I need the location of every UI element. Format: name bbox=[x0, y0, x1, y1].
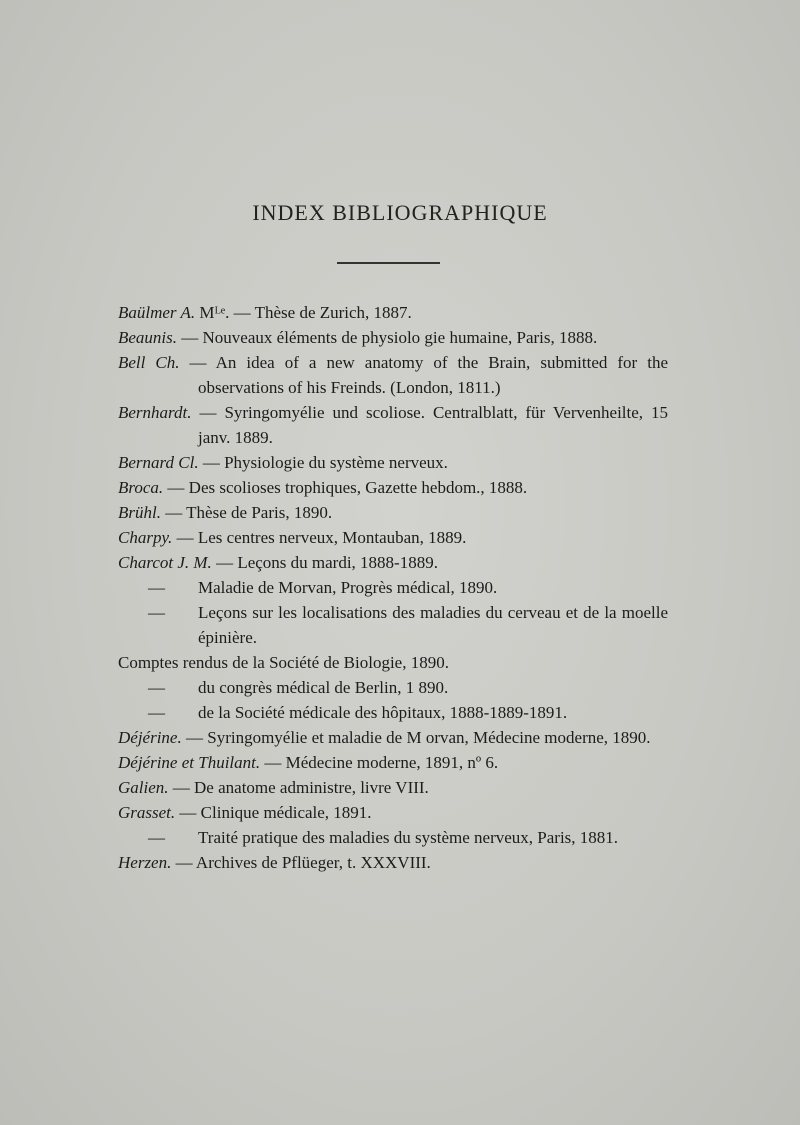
bibliography-entry bbox=[118, 825, 668, 850]
bibliography-entry bbox=[118, 525, 668, 550]
bibliography-entry bbox=[118, 300, 668, 325]
bibliography-entry bbox=[118, 800, 668, 825]
entry-dash: — bbox=[148, 828, 165, 847]
entry-dash: — bbox=[148, 603, 165, 622]
entry-text: — Clinique médicale, 1891. bbox=[175, 803, 372, 822]
entry-author: Charcot J. M. bbox=[118, 553, 212, 572]
entry-author: Charpy. bbox=[118, 528, 173, 547]
entry-author: Broca. bbox=[118, 478, 164, 497]
bibliography-entry bbox=[118, 350, 668, 400]
entry-author: Déjérine. bbox=[118, 728, 182, 747]
entry-author: Beaunis. bbox=[118, 328, 178, 347]
entry-author: Bell Ch. bbox=[118, 353, 180, 372]
entry-author: Déjérine et Thuilant. bbox=[118, 753, 261, 772]
page-title: INDEX BIBLIOGRAPHIQUE bbox=[252, 200, 548, 225]
bibliography-entry bbox=[118, 400, 668, 450]
entry-author: Grasset. bbox=[118, 803, 176, 822]
entry-text: Mᴸᵉ. — Thèse de Zurich, 1887. bbox=[195, 303, 412, 322]
bibliography-entry bbox=[118, 775, 668, 800]
bibliography-entry bbox=[118, 550, 668, 575]
bibliography-entry bbox=[118, 600, 668, 650]
entry-author: Galien. bbox=[118, 778, 169, 797]
entry-text: — Nouveaux éléments de physiolo gie humaine, Paris, 1888. bbox=[177, 328, 598, 347]
entry-dash: — bbox=[148, 578, 165, 597]
entry-text: — Archives de Pflüeger, t. XXXVIII. bbox=[171, 853, 431, 872]
bibliography-entry bbox=[118, 675, 668, 700]
bibliography-entry bbox=[118, 475, 668, 500]
entry-text: Comptes rendus de la Société de Biologie, 1890. bbox=[118, 653, 449, 672]
bibliography-entry bbox=[118, 750, 668, 775]
entry-text: — Syringomyélie et maladie de M orvan, Médecine moderne, 1890. bbox=[181, 728, 651, 747]
bibliography-entry bbox=[118, 450, 668, 475]
entry-text: — De anatome administre, livre VIII. bbox=[168, 778, 429, 797]
title-divider bbox=[337, 262, 440, 264]
entry-text: de la Société médicale des hôpitaux, 1888-1889-1891. bbox=[198, 703, 568, 722]
entry-text: — Des scolioses trophiques, Gazette hebdom., 1888. bbox=[163, 478, 528, 497]
bibliography-entry bbox=[118, 500, 668, 525]
bibliography-entry bbox=[118, 850, 668, 875]
bibliography-list bbox=[118, 300, 668, 875]
bibliography-entry bbox=[118, 575, 668, 600]
bibliography-entry bbox=[118, 650, 668, 675]
bibliography-entry bbox=[118, 325, 668, 350]
entry-author: Baülmer A. bbox=[118, 303, 196, 322]
bibliography-entry bbox=[118, 700, 668, 725]
entry-text: Traité pratique des maladies du système nerveux, Paris, 1881. bbox=[198, 828, 619, 847]
bibliography-entry bbox=[118, 725, 668, 750]
entry-text: Maladie de Morvan, Progrès médical, 1890. bbox=[198, 578, 498, 597]
entry-text: Leçons sur les localisations des maladies du cerveau et de la moelle épinière. bbox=[198, 603, 668, 647]
entry-author: Brühl. bbox=[118, 503, 161, 522]
entry-author: Herzen. bbox=[118, 853, 172, 872]
entry-text: — An idea of a new anatomy of the Brain, submitted for the observations of his Freinds. (London, 1811.) bbox=[179, 353, 668, 397]
entry-text: — Thèse de Paris, 1890. bbox=[160, 503, 333, 522]
entry-text: — Les centres nerveux, Montauban, 1889. bbox=[172, 528, 467, 547]
entry-text: — Médecine moderne, 1891, nº 6. bbox=[260, 753, 499, 772]
entry-author: Bernhardt. bbox=[118, 403, 192, 422]
entry-dash: — bbox=[148, 678, 165, 697]
entry-dash: — bbox=[148, 703, 165, 722]
entry-text: — Leçons du mardi, 1888-1889. bbox=[211, 553, 438, 572]
entry-author: Bernard Cl. bbox=[118, 453, 199, 472]
entry-text: — Syringomyélie und scoliose. Centralblatt, für Vervenheilte, 15 janv. 1889. bbox=[191, 403, 668, 447]
entry-text: du congrès médical de Berlin, 1 890. bbox=[198, 678, 449, 697]
entry-text: — Physiologie du système nerveux. bbox=[198, 453, 448, 472]
